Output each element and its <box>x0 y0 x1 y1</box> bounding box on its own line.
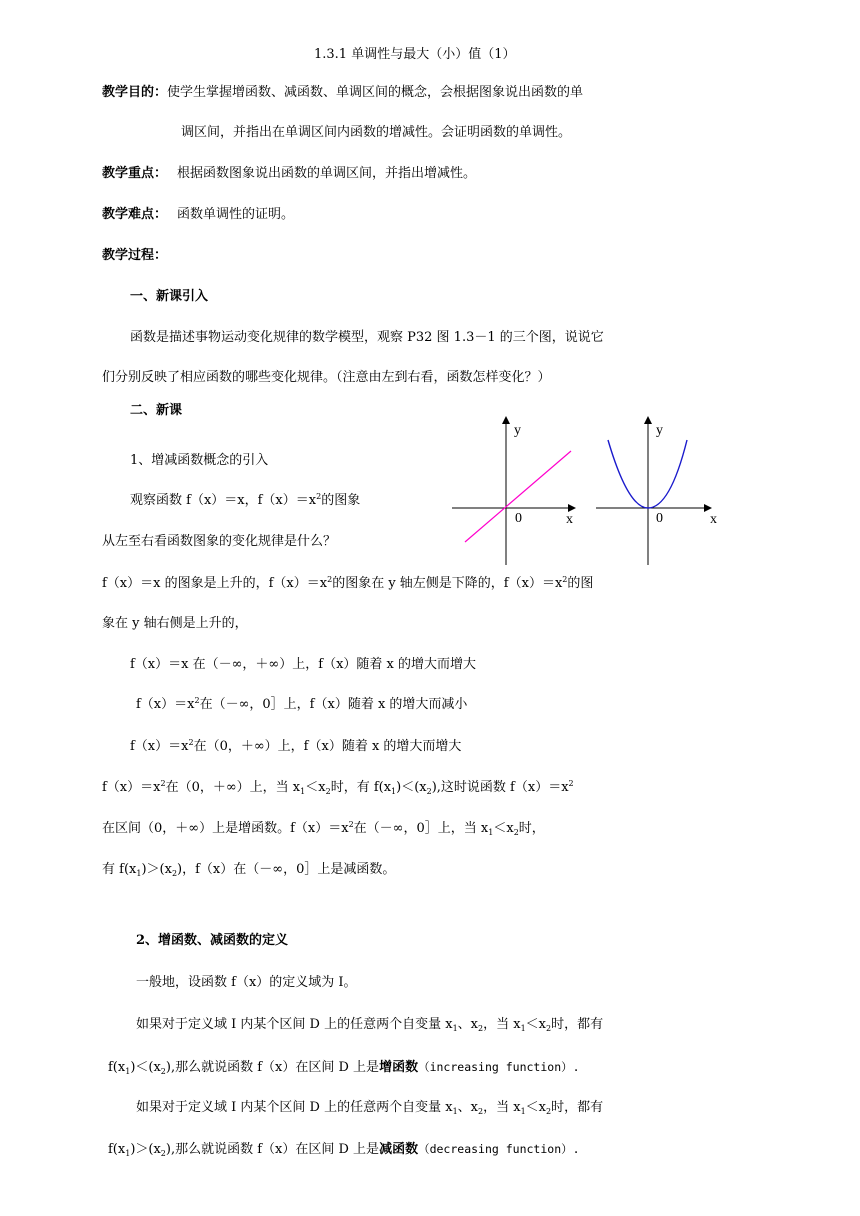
objective-text-1: 使学生掌握增函数、减函数、单调区间的概念，会根据图象说出函数的单 <box>167 85 584 100</box>
subheading-1: 1、增减函数概念的引入 <box>130 453 269 468</box>
def4-text-c: ),那么就说函数 f（x）在区间 D 上是 <box>165 1142 380 1157</box>
subscript: 1 <box>452 1024 458 1033</box>
subscript: 2 <box>546 1107 552 1116</box>
y-axis-label: y <box>514 423 521 438</box>
subscript: 2 <box>171 869 178 878</box>
origin-label: 0 <box>656 511 663 526</box>
superscript: 2 <box>188 738 194 747</box>
def-decreasing-line-2 <box>108 1141 580 1158</box>
answer-line-1 <box>102 576 593 592</box>
superscript: 2 <box>568 779 574 788</box>
item2-text-b: 在（－∞，0］上，f（x）随着 x 的增大而减小 <box>199 697 468 712</box>
subscript: 1 <box>391 787 397 796</box>
item2-text-a: f（x）＝x <box>136 697 195 712</box>
def1-text-a: 如果对于定义域 I 内某个区间 D 上的任意两个自变量 x <box>136 1017 453 1032</box>
subscript: 1 <box>520 1107 526 1116</box>
superscript: 2 <box>160 779 166 788</box>
item-line-2 <box>136 697 467 713</box>
graph-linear <box>440 410 590 570</box>
superscript: 2 <box>562 575 568 584</box>
section1-para-2: 们分别反映了相应函数的哪些变化规律。（注意由左到右看，函数怎样变化？） <box>102 370 551 385</box>
answer-text-b: 的图象在 y 轴左侧是下降的，f（x）＝x <box>332 576 563 591</box>
page-title: 1.3.1 单调性与最大（小）值（1） <box>314 47 516 62</box>
section1-heading: 一、新课引入 <box>130 289 209 304</box>
def1-text-d: ＜x <box>525 1017 546 1032</box>
keypoint-text: 根据函数图象说出函数的单调区间，并指出增减性。 <box>177 166 477 181</box>
def2-text-b: )＜(x <box>130 1060 161 1075</box>
subscript: 1 <box>125 1067 131 1076</box>
d2-text-b: 在（－∞，0］上，当 x <box>353 821 489 836</box>
subscript: 1 <box>488 828 494 837</box>
keypoint-label: 教学重点： <box>102 166 168 181</box>
objective-line1 <box>102 85 583 101</box>
item-line-1: f（x）＝x 在（－∞，＋∞）上，f（x）随着 x 的增大而增大 <box>130 657 477 672</box>
d1-text-a: f（x）＝x <box>102 780 161 795</box>
increasing-function-english: （increasing function）. <box>418 1060 580 1074</box>
linear-function-line <box>465 451 571 542</box>
d3-text-b: )＞(x <box>141 862 172 877</box>
d3-text-c: )，f（x）在（－∞，0］上是减函数。 <box>177 862 396 877</box>
origin-label: 0 <box>515 511 522 526</box>
d1-text-e: )＜(x <box>396 780 427 795</box>
observe-line <box>130 493 360 509</box>
subscript: 1 <box>125 1149 131 1158</box>
def3-text-e: 时，都有 <box>551 1100 604 1115</box>
subscript: 2 <box>160 1067 166 1076</box>
difficulty-line <box>102 207 294 223</box>
subscript: 2 <box>478 1107 484 1116</box>
observe-text-a: 观察函数 f（x）＝x，f（x）＝x <box>130 493 317 508</box>
difficulty-label: 教学难点： <box>102 207 168 222</box>
objective-line2: 调区间，并指出在单调区间内函数的增减性。会证明函数的单调性。 <box>181 125 572 140</box>
d3-text-a: 有 f(x <box>102 862 137 877</box>
x-axis-label: x <box>710 512 717 527</box>
def3-text-b: 、x <box>457 1100 478 1115</box>
def1-text-c: ，当 x <box>483 1017 521 1032</box>
superscript: 2 <box>348 820 354 829</box>
question-line: 从左至右看函数图象的变化规律是什么？ <box>102 534 337 549</box>
difficulty-text: 函数单调性的证明。 <box>177 207 295 222</box>
subscript: 2 <box>160 1149 166 1158</box>
def4-text-b: )＞(x <box>130 1142 161 1157</box>
def2-text-c: ),那么就说函数 f（x）在区间 D 上是 <box>165 1060 380 1075</box>
superscript: 2 <box>194 696 200 705</box>
subscript: 2 <box>426 787 432 796</box>
item-line-3 <box>130 739 461 755</box>
def3-text-a: 如果对于定义域 I 内某个区间 D 上的任意两个自变量 x <box>136 1100 453 1115</box>
def-intro-line: 一般地，设函数 f（x）的定义域为 I。 <box>136 975 357 990</box>
x-axis-label: x <box>566 512 573 527</box>
definition-line-2 <box>102 821 545 837</box>
keypoint-line <box>102 166 476 182</box>
objective-label: 教学目的： <box>102 85 168 100</box>
def1-text-b: 、x <box>457 1017 478 1032</box>
subscript: 2 <box>478 1024 484 1033</box>
def4-text-a: f(x <box>108 1142 126 1157</box>
subscript: 2 <box>325 787 331 796</box>
process-label: 教学过程： <box>102 248 168 263</box>
subheading-2: 2、增函数、减函数的定义 <box>136 933 289 948</box>
d2-text-c: ＜x <box>493 821 514 836</box>
d2-text-d: 时， <box>518 821 545 836</box>
def3-text-d: ＜x <box>525 1100 546 1115</box>
graph-parabola <box>590 410 730 570</box>
def-decreasing-line-1 <box>136 1100 603 1116</box>
item3-text-b: 在（0，＋∞）上，f（x）随着 x 的增大而增大 <box>193 739 462 754</box>
def3-text-c: ，当 x <box>483 1100 521 1115</box>
answer-line-2: 象在 y 轴右侧是上升的， <box>102 616 248 631</box>
observe-text-b: 的图象 <box>321 493 361 508</box>
definition-line-1 <box>102 780 574 796</box>
subscript: 2 <box>513 828 519 837</box>
superscript: 2 <box>327 575 333 584</box>
def-increasing-line-1 <box>136 1017 603 1033</box>
subscript: 1 <box>520 1024 526 1033</box>
d1-text-f: ),这时说函数 f（x）＝x <box>431 780 569 795</box>
d1-text-b: 在（0，＋∞）上，当 x <box>165 780 301 795</box>
subscript: 1 <box>136 869 142 878</box>
d1-text-d: 时，有 f(x <box>330 780 392 795</box>
section2-heading: 二、新课 <box>130 403 183 418</box>
def1-text-e: 时，都有 <box>551 1017 604 1032</box>
def-increasing-line-2 <box>108 1059 580 1076</box>
def2-text-a: f(x <box>108 1060 126 1075</box>
item3-text-a: f（x）＝x <box>130 739 189 754</box>
decreasing-function-term: 减函数 <box>379 1142 419 1157</box>
section1-para-1: 函数是描述事物运动变化规律的数学模型，观察 P32 图 1.3－1 的三个图，说说它 <box>130 330 604 345</box>
definition-line-3 <box>102 862 395 878</box>
answer-text-a: f（x）＝x 的图象是上升的，f（x）＝x <box>102 576 328 591</box>
decreasing-function-english: （decreasing function）. <box>418 1142 580 1156</box>
subscript: 1 <box>452 1107 458 1116</box>
d2-text-a: 在区间（0，＋∞）上是增函数。f（x）＝x <box>102 821 349 836</box>
answer-text-c: 的图 <box>567 576 594 591</box>
y-axis-label: y <box>656 423 663 438</box>
superscript: 2 <box>316 492 322 501</box>
subscript: 2 <box>546 1024 552 1033</box>
d1-text-c: ＜x <box>305 780 326 795</box>
subscript: 1 <box>300 787 306 796</box>
increasing-function-term: 增函数 <box>379 1060 419 1075</box>
